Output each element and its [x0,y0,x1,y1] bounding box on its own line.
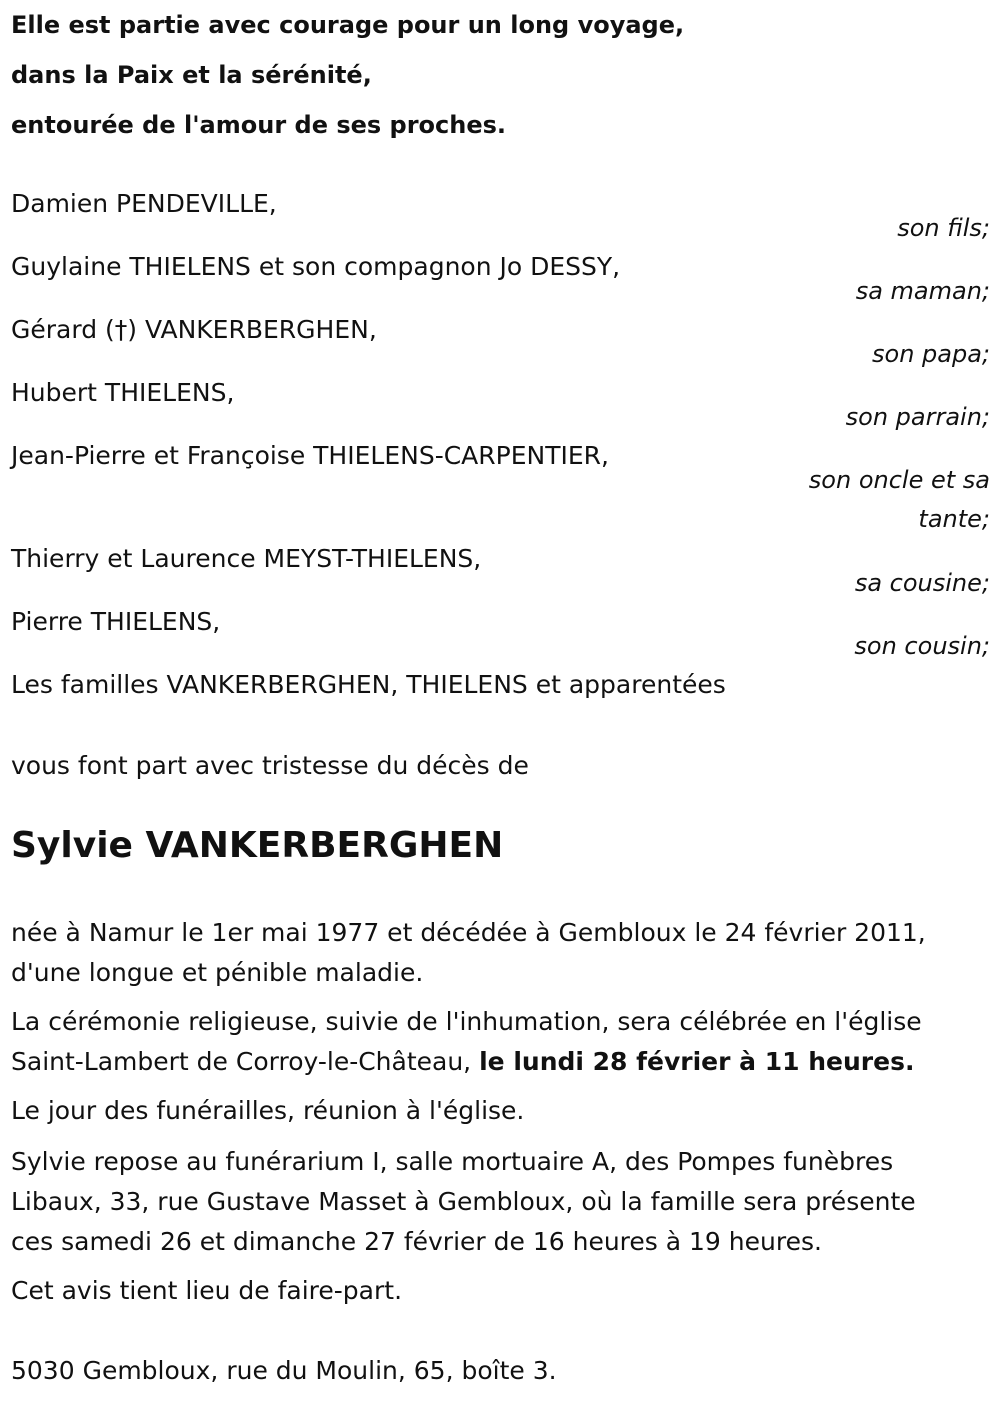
rest-line: Sylvie repose au funérarium I, salle mortuaire A, des Pompes funèbres [11,1147,894,1176]
birth-line: née à Namur le 1er mai 1977 et décédée à Gembloux le 24 février 2011, [11,918,926,947]
family-member-relation: sa cousine; [854,569,990,597]
family-member-name: Guylaine THIELENS et son compagnon Jo DESSY, [11,252,621,281]
family-member-name: Thierry et Laurence MEYST-THIELENS, [11,544,482,573]
intro-line-1: Elle est partie avec courage pour un long voyage, [11,11,685,39]
family-member-relation: sa maman; [855,277,990,305]
ceremony-date: le lundi 28 février à 11 heures. [479,1047,915,1076]
announcement: vous font part avec tristesse du décès de [11,751,529,780]
family-member-relation: son cousin; [854,632,990,660]
family-member-relation-continued: tante; [918,505,990,533]
meeting-line: Le jour des funérailles, réunion à l'église. [11,1096,525,1125]
ceremony-location: Saint-Lambert de Corroy-le-Château, [11,1047,472,1076]
families-line: Les familles VANKERBERGHEN, THIELENS et apparentées [11,670,726,699]
family-member-relation: son oncle et sa [808,466,990,494]
intro-line-3: entourée de l'amour de ses proches. [11,111,507,139]
ceremony-line [11,1042,991,1082]
birth-line: d'une longue et pénible maladie. [11,958,424,987]
rest-line: Libaux, 33, rue Gustave Masset à Gembloux, où la famille sera présente [11,1187,916,1216]
meeting-paragraph [11,1091,991,1131]
family-member-relation: son parrain; [845,403,990,431]
family-member-relation: son papa; [872,340,990,368]
family-member-relation: son fils; [897,214,990,242]
family-member-name: Pierre THIELENS, [11,607,221,636]
family-member-name: Gérard (†) VANKERBERGHEN, [11,315,377,344]
birth-paragraph [11,913,991,993]
ceremony-paragraph [11,1002,991,1082]
intro-line-2: dans la Paix et la sérénité, [11,61,372,89]
rest-paragraph [11,1142,991,1262]
address-line: 5030 Gembloux, rue du Moulin, 65, boîte 3. [11,1356,557,1385]
notice-paragraph [11,1271,991,1311]
address-paragraph [11,1351,991,1391]
rest-line: ces samedi 26 et dimanche 27 février de 16 heures à 19 heures. [11,1227,822,1256]
notice-line: Cet avis tient lieu de faire-part. [11,1276,403,1305]
family-member-name: Jean-Pierre et Françoise THIELENS-CARPENTIER, [11,441,609,470]
deceased-name: Sylvie VANKERBERGHEN [11,825,504,866]
family-member-name: Hubert THIELENS, [11,378,235,407]
family-member-name: Damien PENDEVILLE, [11,189,277,218]
ceremony-line: La cérémonie religieuse, suivie de l'inhumation, sera célébrée en l'église [11,1007,922,1036]
